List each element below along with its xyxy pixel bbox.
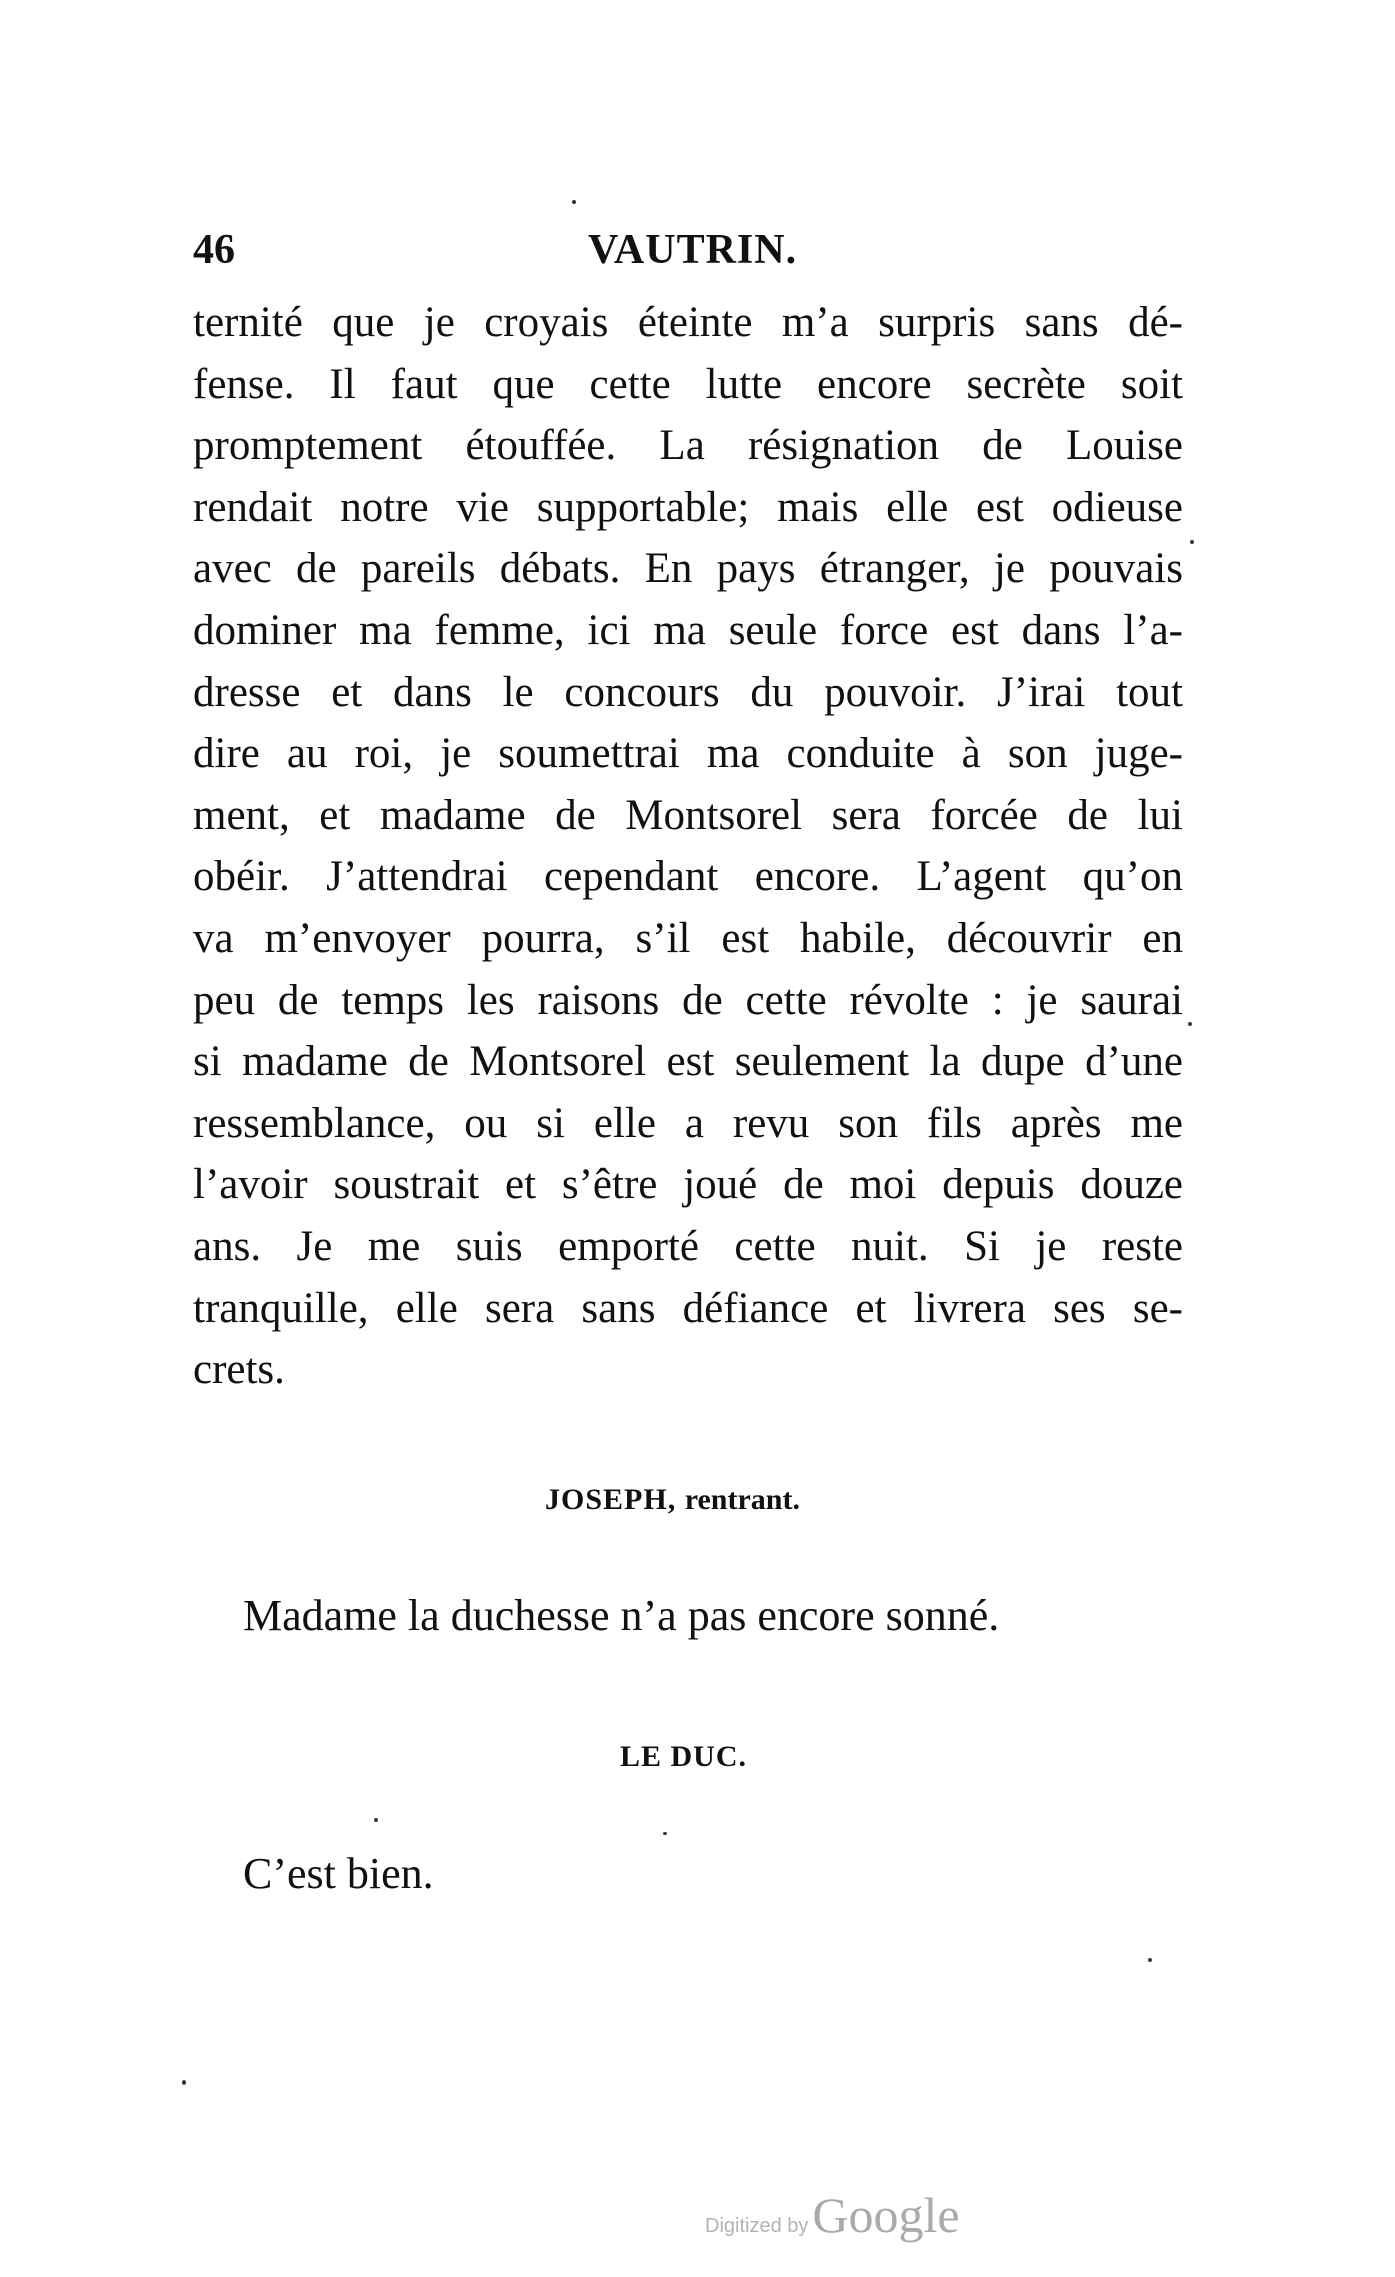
print-speck	[1190, 540, 1194, 544]
print-speck	[182, 2080, 186, 2085]
speaker-joseph	[545, 1483, 800, 1517]
page-header	[193, 226, 1183, 286]
text-line: ternité que je croyais éteinte m’a surpris sans dé-	[193, 299, 1183, 346]
text-line: fense. Il faut que cette lutte encore secrète soit	[193, 360, 1183, 408]
text-line: dresse et dans le concours du pouvoir. J’irai tout	[193, 668, 1183, 716]
print-speck	[1148, 1958, 1152, 1962]
text-line: avec de pareils débats. En pays étranger, je pouvais	[193, 545, 1183, 593]
watermark-logo: Google	[812, 2187, 960, 2243]
print-speck	[1188, 1022, 1192, 1026]
text-line: rendait notre vie supportable; mais elle est odieuse	[193, 483, 1183, 531]
page-number: 46	[193, 227, 235, 273]
text-line: obéir. J’attendrai cependant encore. L’agent qu’on	[193, 853, 1183, 901]
print-speck	[374, 1818, 378, 1822]
print-speck	[572, 200, 576, 204]
text-line: promptement étouffée. La résignation de Louise	[193, 422, 1183, 470]
running-title: VAUTRIN.	[588, 227, 798, 273]
text-line: ans. Je me suis emporté cette nuit. Si je reste	[193, 1222, 1183, 1270]
text-line: tranquille, elle sera sans défiance et livrera ses se-	[193, 1284, 1183, 1332]
text-line: dire au roi, je soumettrai ma conduite à son juge-	[193, 730, 1183, 778]
text-line: ment, et madame de Montsorel sera forcée de lui	[193, 791, 1183, 839]
text-line: va m’envoyer pourra, s’il est habile, découvrir en	[193, 914, 1183, 962]
text-line: crets.	[193, 1346, 285, 1394]
text-line: ressemblance, ou si elle a revu son fils après me	[193, 1099, 1183, 1147]
text-line: peu de temps les raisons de cette révolte : je saurai	[193, 976, 1183, 1024]
dialogue-le-duc: C’est bien.	[243, 1849, 434, 1898]
text-line: dominer ma femme, ici ma seule force est dans l’a-	[193, 606, 1183, 654]
digitized-watermark	[705, 2186, 960, 2246]
speaker-name: JOSEPH,	[545, 1483, 677, 1516]
print-speck	[663, 1832, 667, 1835]
text-line: l’avoir soustrait et s’être joué de moi depuis douze	[193, 1161, 1183, 1209]
text-line: si madame de Montsorel est seulement la dupe d’une	[193, 1038, 1183, 1086]
watermark-prefix: Digitized by	[705, 2215, 809, 2237]
body-paragraph	[193, 292, 1183, 1401]
speaker-le-duc: LE DUC.	[620, 1740, 748, 1773]
dialogue-joseph: Madame la duchesse n’a pas encore sonné.	[243, 1591, 1000, 1640]
stage-direction: rentrant.	[684, 1483, 800, 1516]
